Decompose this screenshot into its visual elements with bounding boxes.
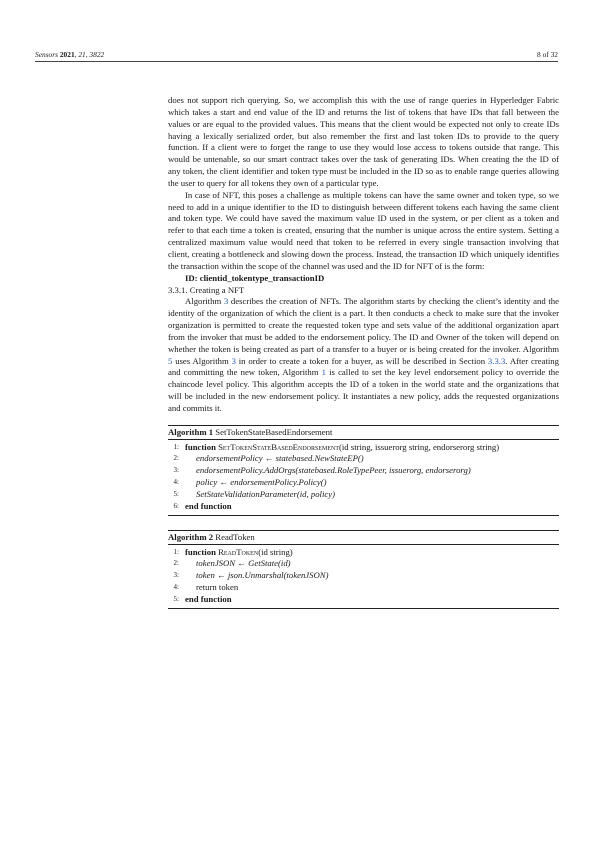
algorithm-2 [168, 530, 559, 609]
algo1-line-1: 1: function SetTokenStateBasedEndorsement(id string, issuerorg string, endorserorg string) [173, 441, 500, 452]
journal-volume: , 21, 3822 [74, 50, 105, 59]
algo2-line-2: 2: tokenJSON ← GetState(id) [173, 558, 291, 569]
paragraph-1: does not support rich querying. So, we accomplish this with the use of range queries in Hyperledger Fabric which takes a start and end value of the ID and returns the list of tokens that have IDs that fall between the values or are equal to the provided values. This means that the client would be expected not only to create IDs having a lexically serialized order, but also remember the first and last token IDs to provide to the query function. If a client were to forget the range to use they would lose access to tokens outside that range. This would be untenable, so our smart contract takes over the task of generating IDs. When creating the the ID of any token, the client identifier and token type must be included in the ID so as to enable range queries allowing the user to query for all tokens they own of a particular type. [168, 95, 559, 188]
ref-algorithm-1[interactable]: 1 [321, 367, 327, 378]
journal-year: 2021 [59, 50, 75, 59]
ref-algorithm-3[interactable]: 3 [223, 296, 229, 307]
id-format: ID: clientid_tokentype_transactionID [185, 272, 325, 283]
ref-section-3-3-3[interactable]: 3.3.3 [487, 355, 506, 366]
algo2-line-4: 4: return token [173, 582, 239, 593]
page-header [35, 50, 558, 59]
algo1-line-6: 6: end function [173, 500, 232, 511]
ref-algorithm-5[interactable]: 5 [168, 355, 173, 366]
journal-citation [35, 50, 104, 59]
algorithm-1-title: Algorithm 1 SetTokenStateBasedEndorsement [168, 425, 559, 440]
algo1-line-3: 3: endorsementPolicy.AddOrgs(statebased.RoleTypePeer, issuerorg, endorserorg) [173, 465, 471, 476]
algo1-line-4: 4: policy ← endorsementPolicy.Policy() [173, 477, 327, 488]
algo1-line-2: 2: endorsementPolicy ← statebased.NewStateEP() [173, 453, 364, 464]
paragraph-2: In case of NFT, this poses a challenge as multiple tokens can have the same owner and token type, so we need to add in a unique identifier to the ID to distinguish between different tokens each having the same client and token type. We could have saved the maximum value ID used in the system, or per client as a token and refer to that each time a token is created, ensuring that the number is unique across the entire system. Setting a centralized maximum value would need that token to be referred in every single transaction involving that client, creating a bottleneck and slowing down the process. Instead, the transaction ID which uniquely identifies the transaction within the scope of the channel was used and the ID for NFT of is the form: [168, 189, 559, 271]
algo1-line-5: 5: SetStateValidationParameter(id, policy) [173, 489, 335, 499]
paragraph-3: Algorithm 3 describes the creation of NFTs. The algorithm starts by checking the client’s identity and the identity of the organization of which the client is a part. It then conducts a check to make sure that the invoker organization is permitted to create the requested token type and sets value of the additional organization apart from the invoker that must be added to the endorsement policy. The ID and Owner of the token will depend on whether the token is being created as part of a transfer to a buyer or is being created for the invoker. Algorithm 5 uses Algorithm 3 in order to create a token for a buyer, as will be described in Section 3.3.3. After creating and committing the new token, Algorithm 1 is called to set the key level endorsement policy to override the chaincode level policy. This algorithm accepts the ID of a token in the world state and the organizations that will be included in the new endorsement policy. It instantiates a new policy, adds the requested organizations and commits it. [168, 296, 559, 413]
main-text [168, 95, 559, 609]
algorithm-2-body [168, 545, 559, 609]
subsection-heading: 3.3.1. Creating a NFT [168, 284, 245, 295]
header-rule [35, 61, 558, 62]
journal-name: Sensors [35, 50, 58, 59]
algo2-line-3: 3: token ← json.Unmarshal(tokenJSON) [173, 570, 329, 581]
algo2-line-5: 5: end function [173, 593, 232, 604]
algorithm-1-body [168, 440, 559, 516]
page-number: 8 of 32 [537, 50, 558, 59]
algorithm-1 [168, 425, 559, 516]
algorithm-2-title: Algorithm 2 ReadToken [168, 530, 559, 545]
algo2-line-1: 1: function ReadToken(id string) [173, 546, 293, 557]
ref-algorithm-3b[interactable]: 3 [231, 355, 236, 366]
